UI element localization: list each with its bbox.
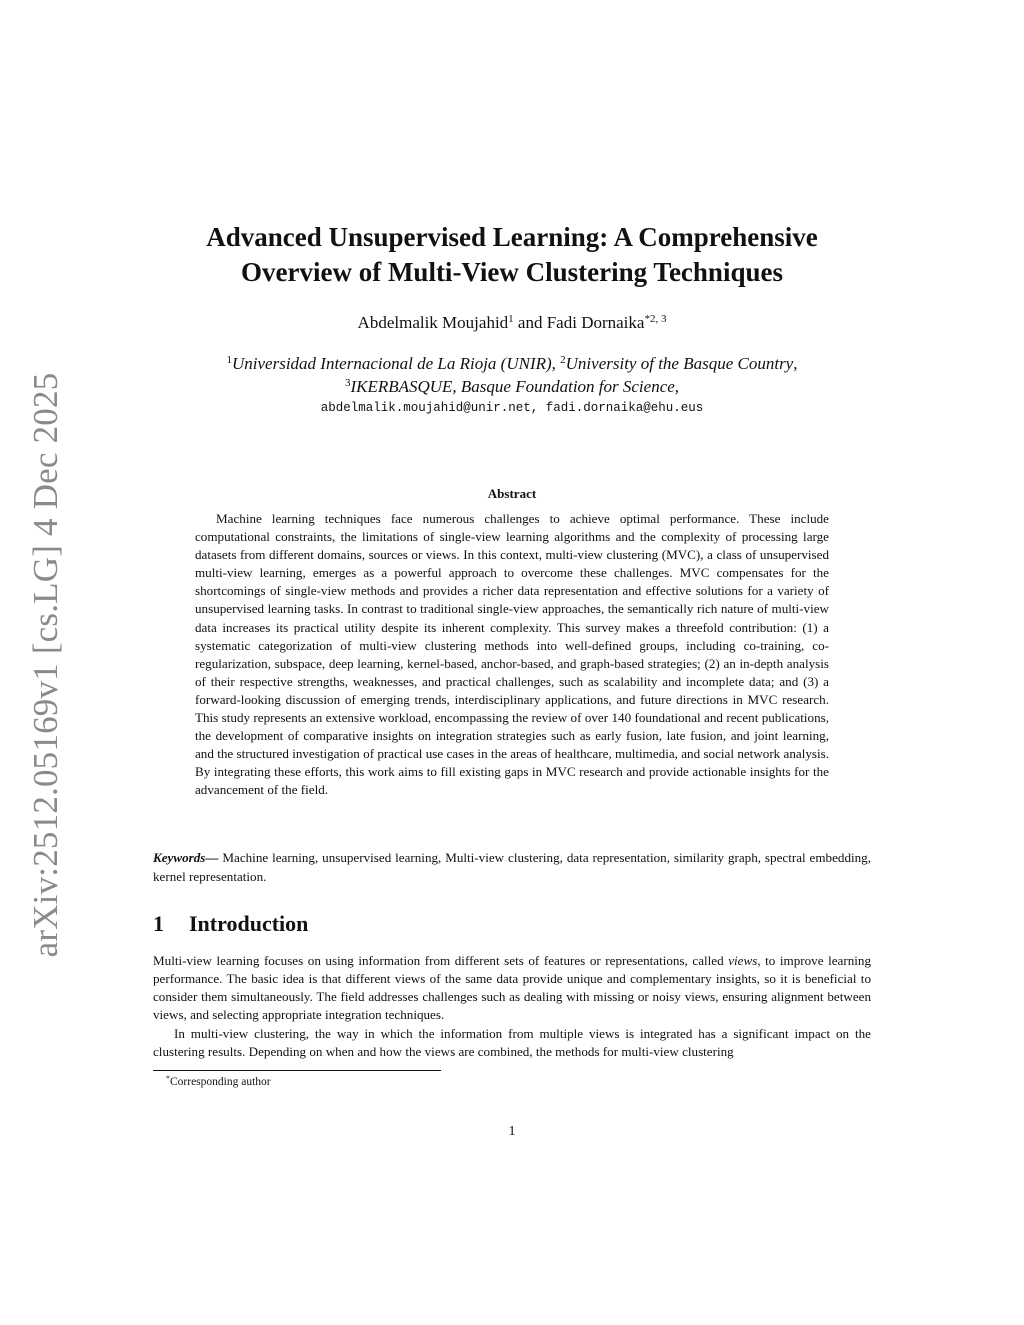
abstract-body: Machine learning techniques face numerous challenges to achieve optimal performance. These include computational constraints, the limitations of single-view learning algorithms and the complexity of processing large datasets from different domains, sources or views. In this context, multi-view clustering (MVC), a class of unsupervised multi-view learning, emerges as a powerful approach to overcome these challenges. MVC compensates for the shortcomings of single-view methods and provides a richer data representation and effective solutions for a variety of unsupervised learning tasks. In contrast to traditional single-view approaches, the semantically rich nature of multi-view data increases its practical utility despite its inherent complexity. This survey makes a threefold contribution: (1) a systematic categorization of multi-view clustering methods into well-defined groups, including co-training, co-regularization, subspace, deep learning, kernel-based, anchor-based, and graph-based strategies; (2) an in-depth analysis of their respective strengths, weaknesses, and practical challenges, such as scalability and incomplete data; and (3) a forward-looking discussion of emerging trends, interdisciplinary applications, and future directions in MVC research. This study represents an extensive workload, encompassing the review of over 140 foundational and recent publications, the development of comparative insights on integration strategies such as early fusion, late fusion, and joint learning, and the structured investigation of practical use cases in the areas of healthcare, multimedia, and social network analysis. By integrating these efforts, this work aims to fill existing gaps in MVC research and provide actionable insights for the advancement of the field.: [195, 511, 829, 798]
affiliation-1: Universidad Internacional de La Rioja (UNIR): [232, 354, 552, 373]
footnote-divider: [153, 1070, 441, 1071]
section-number: 1: [153, 911, 164, 936]
author-emails: abdelmalik.moujahid@unir.net, fadi.dornaika@ehu.eus: [320, 401, 704, 415]
affiliation-3-trailing-comma: ,: [674, 377, 680, 396]
affiliation-2-trailing-comma: ,: [793, 354, 798, 373]
introduction-paragraph-1: [153, 952, 871, 1024]
keywords-paragraph: [153, 849, 871, 886]
keywords-label: Keywords—: [153, 850, 219, 865]
title-line-1: Advanced Unsupervised Learning: A Comprehensive: [206, 222, 818, 252]
keywords-text: Machine learning, unsupervised learning, Multi-view clustering, data representation, similarity graph, spectral embedding, kernel representation.: [153, 850, 871, 884]
introduction-paragraph-2: In multi-view clustering, the way in which the information from multiple views is integrated has a significant impact on the clustering results. Depending on when and how the views are combined, the methods for multi-view clustering: [153, 1026, 871, 1060]
affiliation-2: University of the Basque Country: [565, 354, 794, 373]
author-list: [153, 312, 871, 334]
section-title: Introduction: [189, 911, 309, 936]
intro-p1-part-a: Multi-view learning focuses on using information from different sets of features or representations, called: [153, 953, 729, 968]
author-2-affiliation-mark: *2, 3: [644, 313, 667, 325]
affiliations: [153, 352, 871, 398]
page-number: 1: [508, 1124, 516, 1139]
author-1-affiliation-mark: 1: [508, 313, 514, 325]
affiliation-3: IKERBASQUE, Basque Foundation for Science: [350, 377, 675, 396]
author-1-name: Abdelmalik Moujahid: [357, 313, 509, 332]
footnote-mark: *: [166, 1074, 170, 1083]
paper-title: [153, 220, 871, 290]
author-connector: and: [513, 313, 547, 332]
arxiv-identifier-stamp: arXiv:2512.05169v1 [cs.LG] 4 Dec 2025: [26, 372, 65, 958]
affiliation-separator: ,: [551, 354, 561, 373]
affiliation-line-1: [153, 352, 871, 375]
title-line-2: Overview of Multi-View Clustering Techniques: [241, 257, 783, 287]
affiliation-line-2: [153, 375, 871, 398]
affiliation-3-mark: 3: [344, 377, 351, 389]
footnote-corresponding-author: [166, 1075, 271, 1089]
affiliation-1-mark: 1: [226, 354, 232, 366]
footnote-text: Corresponding author: [170, 1076, 271, 1088]
intro-p1-emphasis: views: [728, 953, 758, 968]
author-2-name: Fadi Dornaika: [546, 313, 645, 332]
abstract-heading: Abstract: [487, 486, 537, 501]
section-heading-introduction: [153, 910, 308, 938]
intro-p1-part-b: , to improve learning performance. The basic idea is that different views of the same data provide unique and complementary insights, so it is beneficial to consider them simultaneously. The field addresses challenges such as dealing with missing or noisy views, ensuring alignment between views, and selecting appropriate integration techniques.: [153, 953, 871, 1023]
affiliation-2-mark: 2: [560, 354, 566, 366]
